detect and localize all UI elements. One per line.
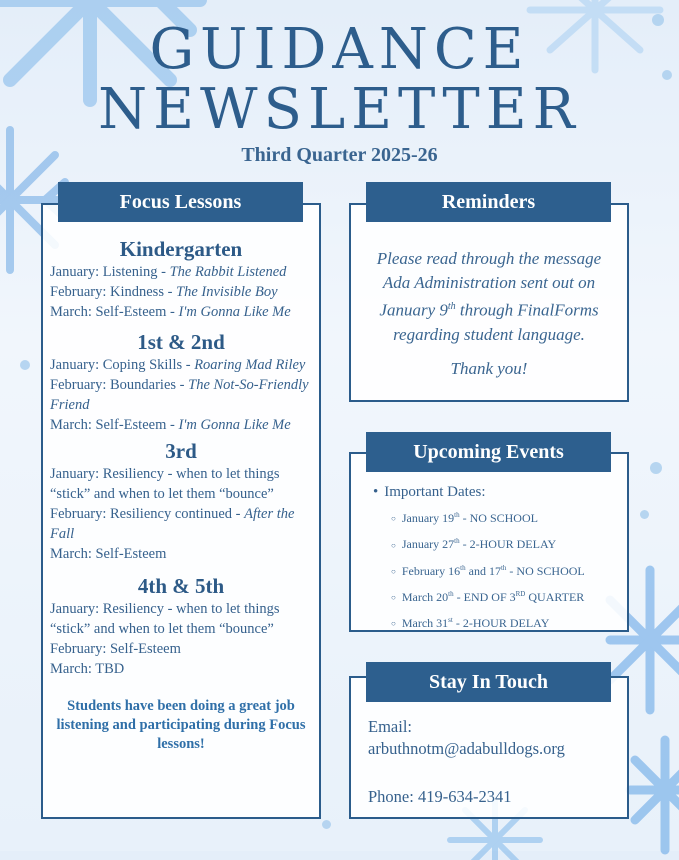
lesson-1st-2nd-march: March: Self-Esteem - I'm Gonna Like Me xyxy=(50,417,291,433)
grade-heading-1st-2nd: 1st & 2nd xyxy=(137,330,225,354)
lesson-kindergarten-march: March: Self-Esteem - I'm Gonna Like Me xyxy=(50,304,291,320)
decor-dot xyxy=(20,360,30,370)
decor-dot xyxy=(650,462,662,474)
circle-bullet-icon: ○ xyxy=(391,566,396,576)
lesson-4th-5th-january: January: Resiliency - when to let things “stick” and when to let them “bounce” xyxy=(50,601,280,637)
decor-dot xyxy=(322,820,331,829)
phone-number[interactable]: Phone: 419-634-2341 xyxy=(368,787,512,806)
reminders-panel xyxy=(349,203,629,402)
focus-lessons-note: Students have been doing a great job listening and participating during Focus lessons! xyxy=(56,698,306,752)
lesson-3rd-january: January: Resiliency - when to let things “stick” and when to let them “bounce” xyxy=(50,466,280,502)
lesson-4th-5th-february: February: Self-Esteem xyxy=(50,641,181,657)
newsletter-subtitle: Third Quarter 2025-26 xyxy=(241,144,438,166)
event-item: ○ February 16th and 17th - NO SCHOOL xyxy=(391,563,585,578)
upcoming-events-header: Upcoming Events xyxy=(366,432,611,472)
lesson-1st-2nd-january: January: Coping Skills - Roaring Mad Riley xyxy=(50,357,306,373)
grade-heading-3rd: 3rd xyxy=(165,439,197,463)
grade-heading-kindergarten: Kindergarten xyxy=(119,237,243,261)
circle-bullet-icon: ○ xyxy=(391,593,396,602)
circle-bullet-icon: ○ xyxy=(391,540,396,550)
email-label: Email: xyxy=(368,717,412,736)
lesson-3rd-march: March: Self-Esteem xyxy=(50,546,167,562)
email-address[interactable]: arbuthnotm@adabulldogs.org xyxy=(368,739,565,758)
lesson-kindergarten-january: January: Listening - The Rabbit Listened xyxy=(50,264,287,280)
decor-dot xyxy=(640,510,649,519)
event-item: ○ January 19th - NO SCHOOL xyxy=(391,511,538,525)
grade-heading-4th-5th: 4th & 5th xyxy=(137,574,225,598)
reminder-thanks: Thank you! xyxy=(450,358,528,378)
reminders-header: Reminders xyxy=(366,182,611,222)
event-item: ○ March 31st - 2-HOUR DELAY xyxy=(391,616,550,630)
lesson-3rd-february: February: Resiliency continued - After the Fall xyxy=(50,506,295,542)
lesson-4th-5th-march: March: TBD xyxy=(50,661,125,677)
focus-lessons-header: Focus Lessons xyxy=(58,182,303,222)
stay-in-touch-header: Stay In Touch xyxy=(366,662,611,702)
important-dates-heading: • Important Dates: xyxy=(373,484,486,500)
circle-bullet-icon: ○ xyxy=(391,514,396,524)
newsletter-title-line2: NEWSLETTER xyxy=(98,77,581,142)
bullet-icon: • xyxy=(373,484,379,500)
event-item: ○ March 20th - END OF 3RD QUARTER xyxy=(391,589,585,604)
upcoming-events-panel xyxy=(349,452,629,632)
lesson-kindergarten-february: February: Kindness - The Invisible Boy xyxy=(50,284,278,300)
newsletter-title-line1: GUIDANCE xyxy=(149,17,530,82)
event-item: ○ January 27th - 2-HOUR DELAY xyxy=(391,537,557,552)
circle-bullet-icon: ○ xyxy=(391,619,396,629)
focus-lessons-panel xyxy=(41,203,321,819)
lesson-1st-2nd-february: February: Boundaries - The Not-So-Friendly Friend xyxy=(50,377,309,413)
reminder-message: Please read through the message Ada Administration sent out on January 9th through FinalForms regarding student language. xyxy=(376,249,602,344)
